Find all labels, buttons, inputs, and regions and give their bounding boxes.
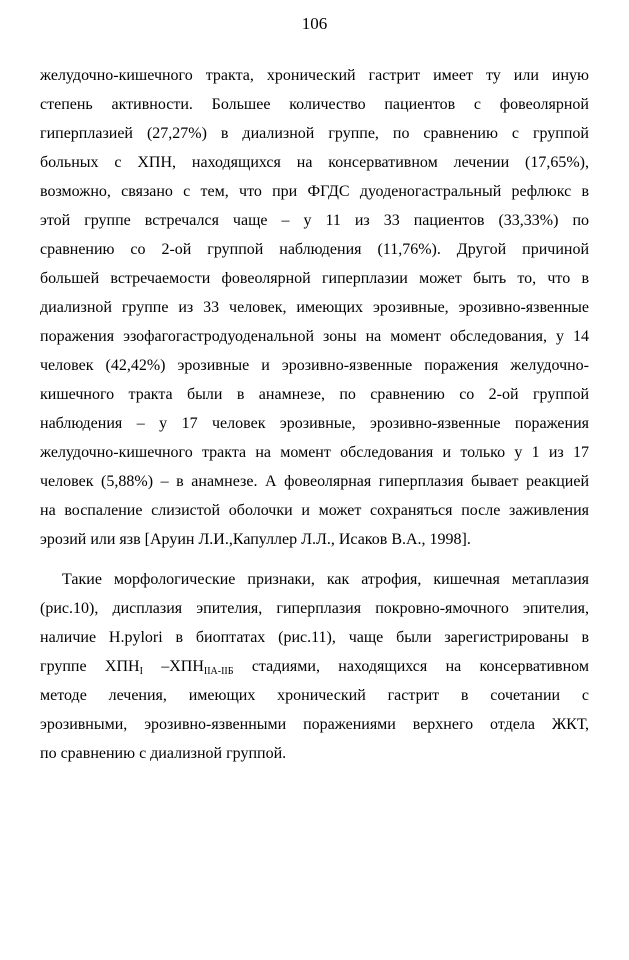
- text-line: человек (5,88%) – в анамнезе. А фовеолярная гиперплазия бывает реакцией: [40, 473, 589, 490]
- text-segment: –ХПН: [142, 658, 204, 675]
- text-segment: группе ХПН: [40, 658, 140, 675]
- text-line: по сравнению с диализной группой.: [40, 745, 287, 762]
- text-line: на воспаление слизистой оболочки и может сохраняться после заживления: [40, 502, 589, 519]
- text-line: желудочно-кишечного тракта, хронический гастрит имеет ту или иную: [40, 67, 589, 84]
- text-line: диализной группе из 33 человек, имеющих эрозивные, эрозивно-язвенные: [40, 299, 589, 316]
- text-line: большей встречаемости фовеолярной гиперплазии может быть то, что в: [40, 270, 589, 287]
- text-line: поражения эзофагогастродуоденальной зоны на момент обследования, у 14: [40, 328, 589, 345]
- text-line: эрозивными, эрозивно-язвенными поражениями верхнего отдела ЖКТ,: [40, 716, 589, 733]
- text-line: гиперплазией (27,27%) в диализной группе, по сравнению с группой: [40, 125, 589, 142]
- text-line: человек (42,42%) эрозивные и эрозивно-язвенные поражения желудочно-: [40, 357, 589, 374]
- text-line: наличие H.pylori в биоптатах (рис.11), чаще были зарегистрированы в: [40, 629, 589, 646]
- text-segment: стадиями, находящихся на консервативном: [233, 658, 589, 675]
- text-line: методе лечения, имеющих хронический гастрит в сочетании с: [40, 687, 589, 704]
- text-line: (рис.10), дисплазия эпителия, гиперплазия покровно-ямочного эпителия,: [40, 600, 589, 617]
- text-line: сравнению со 2-ой группой наблюдения (11,76%). Другой причиной: [40, 241, 589, 258]
- text-line-with-subscripts: [40, 652, 589, 681]
- text-line: кишечного тракта были в анамнезе, по сравнению со 2-ой группой: [40, 386, 589, 403]
- text-line: этой группе встречался чаще – у 11 из 33 пациентов (33,33%) по: [40, 212, 589, 229]
- subscript-stage: I: [139, 666, 143, 677]
- text-line: Такие морфологические признаки, как атрофия, кишечная метаплазия: [62, 571, 589, 588]
- text-line: желудочно-кишечного тракта на момент обследования и только у 1 из 17: [40, 444, 589, 461]
- text-line: степень активности. Большее количество пациентов с фовеолярной: [40, 96, 589, 113]
- text-line: возможно, связано с тем, что при ФГДС дуоденогастральный рефлюкс в: [40, 183, 589, 200]
- subscript-stage: IIA-IIБ: [203, 666, 234, 677]
- text-line: эрозий или язв [Аруин Л.И.,Капуллер Л.Л., Исаков В.А., 1998].: [40, 531, 471, 548]
- text-line: больных с ХПН, находящихся на консервативном лечении (17,65%),: [40, 154, 589, 171]
- page-number: 106: [301, 14, 328, 33]
- text-line: наблюдения – у 17 человек эрозивные, эрозивно-язвенные поражения: [40, 415, 589, 432]
